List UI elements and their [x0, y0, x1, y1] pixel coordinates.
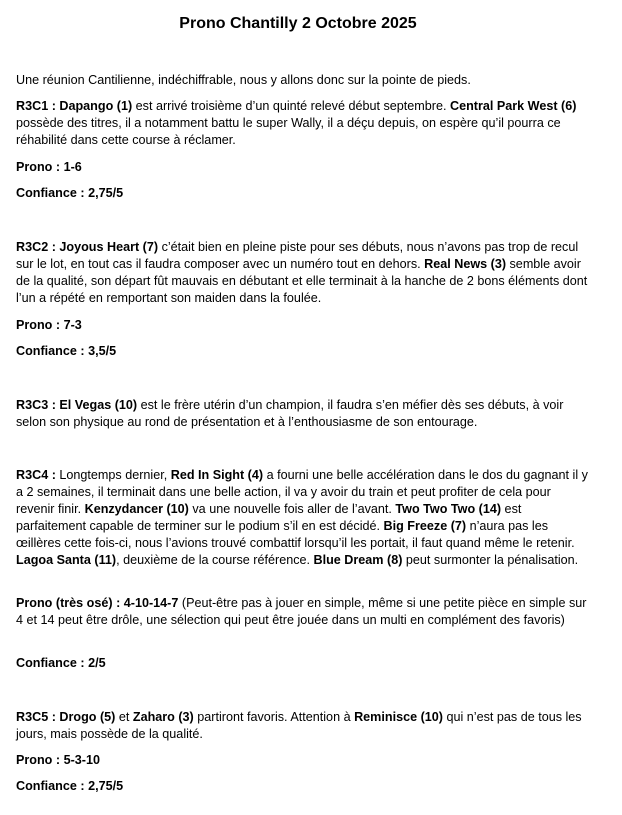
text-run: a fourni une belle accélération dans le dos du gagnant il y a 2 semaines, il terminait dans une belle action, il va y avoir du train et peut profiter de cela pour revenir finir.	[16, 468, 588, 516]
text-run: partiront favoris. Attention à	[193, 710, 355, 724]
bold-text-run: Prono : 5-3-10	[16, 753, 100, 767]
text-run: n’aura pas les œillères cette fois-ci, nous l’avions trouvé combattif lorsqu’il les portait, il faut quand même le retenir.	[16, 519, 575, 550]
race-r3c3-paragraph	[16, 397, 588, 431]
race-r3c5-paragraph	[16, 709, 588, 743]
page-title: Prono Chantilly 2 Octobre 2025	[179, 15, 417, 32]
bold-text-run: Red In Sight (4)	[170, 468, 264, 482]
text-run: est arrivé troisième d’un quinté relevé début septembre.	[132, 99, 450, 113]
race-r3c5-prono	[16, 752, 588, 769]
bold-text-run: Two Two Two (14)	[395, 502, 502, 516]
text-run: qui n’est pas de tous les jours, mais possède de la qualité.	[16, 710, 582, 741]
race-r3c2-prono	[16, 317, 588, 334]
bold-text-run: Prono (très osé) : 4-10-14-7	[16, 596, 179, 610]
race-r3c4-confiance: Confiance : 2/5	[16, 656, 106, 670]
bold-text-run: Zaharo (3)	[132, 710, 194, 724]
bold-text-run: Lagoa Santa (11)	[16, 553, 117, 567]
text-run: est le frère utérin d’un champion, il faudra s’en méfier dès ses débuts, à voir selon son physique au rond de présentation et à l’enthousiasme de son entourage.	[16, 398, 564, 429]
text-run: semble avoir de la qualité, son départ fût mauvais en débutant et elle terminait à la hanche de 2 bons éléments dont l’un a répété en remportant son maiden dans la foulée.	[16, 257, 588, 305]
text-run: c’était bien en pleine piste pour ses débuts, nous n’avons pas trop de recul sur le lot, en tout cas il faudra composer avec un numéro tout en dehors.	[16, 240, 579, 271]
race-r3c2-paragraph	[16, 239, 588, 307]
bold-text-run: Central Park West (6)	[449, 99, 577, 113]
bold-text-run: Prono : 7-3	[16, 318, 82, 332]
bold-text-run: Big Freeze (7)	[383, 519, 467, 533]
race-r3c4-prono	[16, 595, 588, 629]
race-r3c4-paragraph	[16, 467, 588, 569]
bold-text-run: R3C1 : Dapango (1)	[16, 99, 133, 113]
text-run: va une nouvelle fois aller de l’avant.	[188, 502, 396, 516]
race-r3c1-prono	[16, 159, 588, 176]
bold-text-run: Prono : 1-6	[16, 160, 82, 174]
bold-text-run: Reminisce (10)	[354, 710, 443, 724]
bold-text-run: R3C5 : Drogo (5)	[16, 710, 116, 724]
intro-paragraph: Une réunion Cantilienne, indéchiffrable, nous y allons donc sur la pointe de pieds.	[16, 73, 471, 87]
text-run: , deuxième de la course référence.	[116, 553, 314, 567]
text-run: est parfaitement capable de terminer sur le podium s’il en est décidé.	[16, 502, 522, 533]
bold-text-run: Blue Dream (8)	[313, 553, 403, 567]
text-run: peut surmonter la pénalisation.	[402, 553, 579, 567]
bold-text-run: R3C3 : El Vegas (10)	[16, 398, 138, 412]
bold-text-run: R3C2 : Joyous Heart (7)	[16, 240, 159, 254]
race-r3c1-paragraph	[16, 98, 588, 149]
bold-text-run: Real News (3)	[424, 257, 507, 271]
text-run: (Peut-être pas à jouer en simple, même si une petite pièce en simple sur 4 et 14 peut être drôle, une sélection qui peut être jouée dans un multi en complément des favoris)	[16, 596, 587, 627]
bold-text-run: R3C4 :	[16, 468, 56, 482]
race-r3c2-confiance: Confiance : 3,5/5	[16, 344, 117, 358]
bold-text-run: Kenzydancer (10)	[84, 502, 189, 516]
race-r3c5-confiance: Confiance : 2,75/5	[16, 779, 124, 793]
text-run: possède des titres, il a notamment battu le super Wally, il a déçu depuis, on espère qu’il pourra ce réhabilité dans cette course à réclamer.	[16, 116, 561, 147]
text-run: et	[115, 710, 133, 724]
race-r3c1-confiance: Confiance : 2,75/5	[16, 186, 124, 200]
text-run: Longtemps dernier,	[55, 468, 171, 482]
